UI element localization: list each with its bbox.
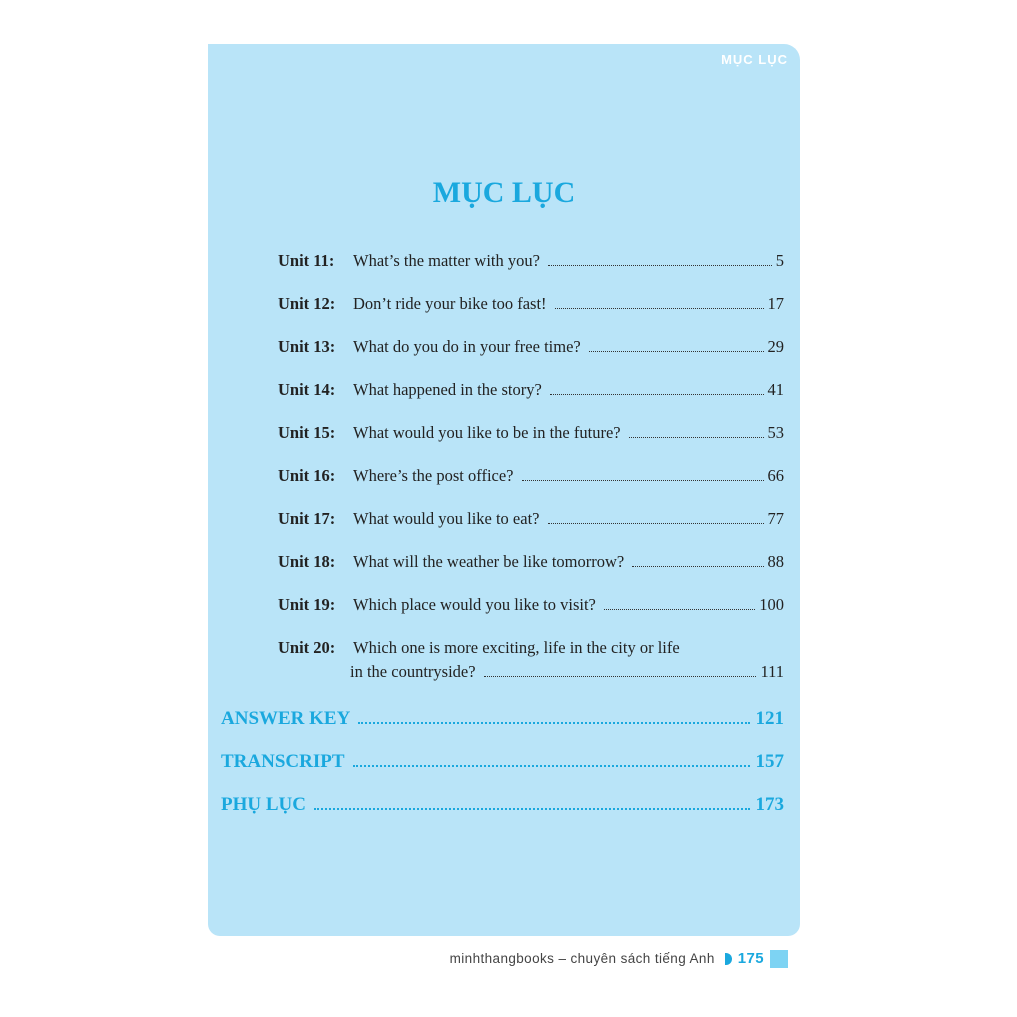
unit-label: Unit 18: xyxy=(278,552,336,571)
page-number: 175 xyxy=(737,950,764,967)
unit-page: 5 xyxy=(775,251,784,270)
section-page: 157 xyxy=(755,751,784,772)
unit-label: Unit 12: xyxy=(278,294,336,313)
toc-list xyxy=(278,251,784,702)
dot-leader xyxy=(550,393,764,395)
toc-item-unit-12[interactable] xyxy=(278,294,784,337)
toc-item-unit-13[interactable] xyxy=(278,337,784,380)
dot-leader xyxy=(353,764,750,767)
toc-item-unit-20[interactable] xyxy=(278,638,784,702)
toc-section-answer-key[interactable] xyxy=(221,708,784,730)
unit-page: 53 xyxy=(767,423,784,442)
unit-title: Don’t ride your bike too fast! xyxy=(353,294,547,313)
section-page: 173 xyxy=(755,794,784,815)
unit-page: 77 xyxy=(767,509,784,528)
toc-panel xyxy=(208,44,800,936)
toc-item-unit-15[interactable] xyxy=(278,423,784,466)
unit-page: 41 xyxy=(767,380,784,399)
toc-item-unit-14[interactable] xyxy=(278,380,784,423)
dot-leader xyxy=(484,675,757,677)
unit-title: What do you do in your free time? xyxy=(353,337,581,356)
unit-title: Which place would you like to visit? xyxy=(353,595,596,614)
unit-page: 17 xyxy=(767,294,784,313)
unit-title: What happened in the story? xyxy=(353,380,542,399)
dot-leader xyxy=(548,522,764,524)
section-label: ANSWER KEY xyxy=(221,708,351,729)
page-title: MỤC LỤC xyxy=(432,176,576,209)
unit-title: What would you like to eat? xyxy=(353,509,540,528)
dot-leader xyxy=(548,264,772,266)
header-tab-label: MỤC LỤC xyxy=(721,52,788,67)
square-marker-icon xyxy=(770,950,788,968)
dot-leader xyxy=(604,608,755,610)
unit-title: What will the weather be like tomorrow? xyxy=(353,552,625,571)
unit-page: 66 xyxy=(767,466,784,485)
dot-leader xyxy=(314,807,750,810)
half-circle-icon xyxy=(725,953,732,965)
toc-item-unit-17[interactable] xyxy=(278,509,784,552)
section-label: TRANSCRIPT xyxy=(221,751,345,772)
unit-label: Unit 14: xyxy=(278,380,336,399)
unit-label: Unit 17: xyxy=(278,509,336,528)
unit-title: What’s the matter with you? xyxy=(353,251,540,270)
toc-item-unit-18[interactable] xyxy=(278,552,784,595)
unit-label: Unit 13: xyxy=(278,337,336,356)
dot-leader xyxy=(632,565,763,567)
dot-leader xyxy=(629,436,764,438)
section-page: 121 xyxy=(755,708,784,729)
unit-title-line1: Which one is more exciting, life in the city or life xyxy=(353,638,680,657)
unit-title: What would you like to be in the future? xyxy=(353,423,621,442)
unit-page: 29 xyxy=(767,337,784,356)
footer-text: minhthangbooks – chuyên sách tiếng Anh xyxy=(449,951,715,966)
unit-title: Where’s the post office? xyxy=(353,466,514,485)
unit-label: Unit 16: xyxy=(278,466,336,485)
toc-item-unit-11[interactable] xyxy=(278,251,784,294)
section-label: PHỤ LỤC xyxy=(221,794,306,815)
page-footer xyxy=(450,950,764,967)
toc-item-unit-19[interactable] xyxy=(278,595,784,638)
toc-section-transcript[interactable] xyxy=(221,751,784,773)
unit-label: Unit 15: xyxy=(278,423,336,442)
unit-label: Unit 19: xyxy=(278,595,336,614)
toc-section-phu-luc[interactable] xyxy=(221,794,784,816)
dot-leader xyxy=(522,479,764,481)
unit-title-line2: in the countryside? xyxy=(350,662,476,681)
toc-item-unit-16[interactable] xyxy=(278,466,784,509)
dot-leader xyxy=(358,721,749,724)
unit-page: 100 xyxy=(759,595,784,614)
dot-leader xyxy=(555,307,764,309)
dot-leader xyxy=(589,350,764,352)
unit-label: Unit 11: xyxy=(278,251,335,270)
unit-page: 88 xyxy=(767,552,784,571)
unit-label: Unit 20: xyxy=(278,638,336,657)
unit-page: 111 xyxy=(760,662,784,681)
